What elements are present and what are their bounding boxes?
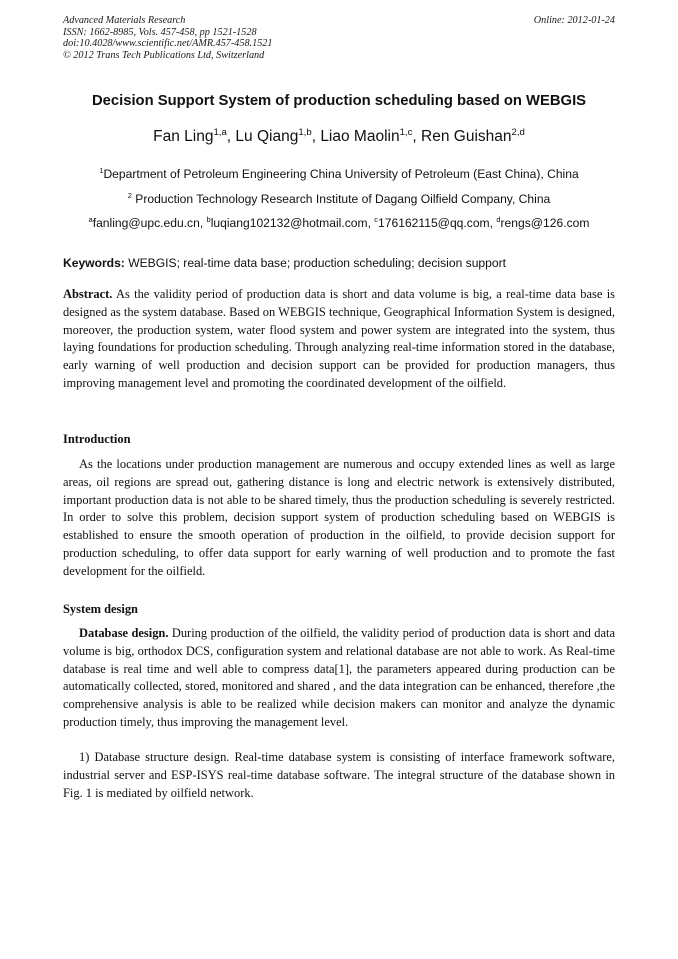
section-heading-introduction: Introduction [63, 432, 131, 446]
email: $^c$176162115@qq.com, [374, 214, 497, 230]
author: Fan Ling$^{1,a}$, [153, 126, 236, 145]
abstract [63, 286, 615, 393]
journal-copyright: © 2012 Trans Tech Publications Ltd, Switzerland [63, 49, 265, 61]
email: $^d$rengs@126.com [496, 214, 590, 230]
journal-doi: doi:10.4028/www.scientific.net/AMR.457-458.1521 [63, 38, 273, 50]
keywords-text: WEBGIS; real-time data base; production scheduling; decision support [128, 256, 506, 270]
email-list [0, 216, 678, 231]
journal-name: Advanced Materials Research [63, 15, 186, 26]
section-heading-system-design: System design [63, 602, 138, 616]
database-design-text: During production of the oilfield, the validity period of production data is short and data volume is big, orthodox DCS, configuration system and relational database are not able to work. As Real-time database is real time and well able to compress data[1], the parameters appeared during production can be automatically collected, stored, monitored and shared , and the data integration can be enhanced, therefore ,the comprehensive analysis is able to be realized while decision makers can monitor and analyze the dynamic production timely, thus improving the management level. [63, 626, 615, 729]
author-list [0, 127, 678, 147]
author: Liao Maolin$^{1,c}$, [320, 126, 422, 145]
email: $^b$luqiang102132@hotmail.com, [206, 214, 375, 230]
paper-title: Decision Support System of production scheduling based on WEBGIS [91, 93, 587, 109]
affiliation-2: $^2$ Production Technology Research Institute of Dagang Oilfield Company, China [127, 190, 551, 206]
author: Ren Guishan$^{2,d}$ [421, 126, 525, 145]
keywords [63, 256, 615, 271]
journal-issn: ISSN: 1662-8985, Vols. 457-458, pp 1521-1528 [63, 26, 257, 38]
introduction-paragraph: As the locations under production management are numerous and occupy extended lines as well as large areas, oil regions are spread out, gathering distance is long and electric network is extensively distributed, important production data is not able to be shared timely, thus the production scheduling is severely restricted. In order to solve this problem, decision support system of production scheduling based on WEBGIS is established to ensure the smooth operation of production in the oilfield, to provide decision support for production scheduling, to offer data support for early warning of well production and to promote the fast development for the oilfield. [63, 457, 615, 578]
author: Lu Qiang$^{1,b}$, [235, 126, 321, 145]
online-date: Online: 2012-01-24 [533, 15, 615, 26]
database-design-label: Database design. [79, 626, 169, 640]
database-design-paragraph [63, 625, 615, 732]
affiliation-1: $^1$Department of Petroleum Engineering China University of Petroleum (East China), China [99, 165, 579, 181]
abstract-text: As the validity period of production data is short and data volume is big, a real-time data base is designed as the system database. Based on WEBGIS technique, Geographical Information System is designed, moreover, the production system, water flood system and power system are integrated into the system, thus laying foundations for production scheduling. Through analyzing real-time information stored in the database, early warning of well production and decision support can be provided for production managers, thus improving management level and promoting the coordinated development of the oilfield. [63, 287, 615, 390]
abstract-label: Abstract. [63, 287, 113, 301]
journal-header [63, 15, 615, 61]
keywords-label: Keywords: [63, 256, 125, 270]
email: $^a$fanling@upc.edu.cn, [88, 214, 207, 230]
database-structure-paragraph: 1) Database structure design. Real-time database system is consisting of interface framework software, industrial server and ESP-ISYS real-time database software. The integral structure of the database shown in Fig. 1 is mediated by oilfield network. [63, 750, 615, 800]
